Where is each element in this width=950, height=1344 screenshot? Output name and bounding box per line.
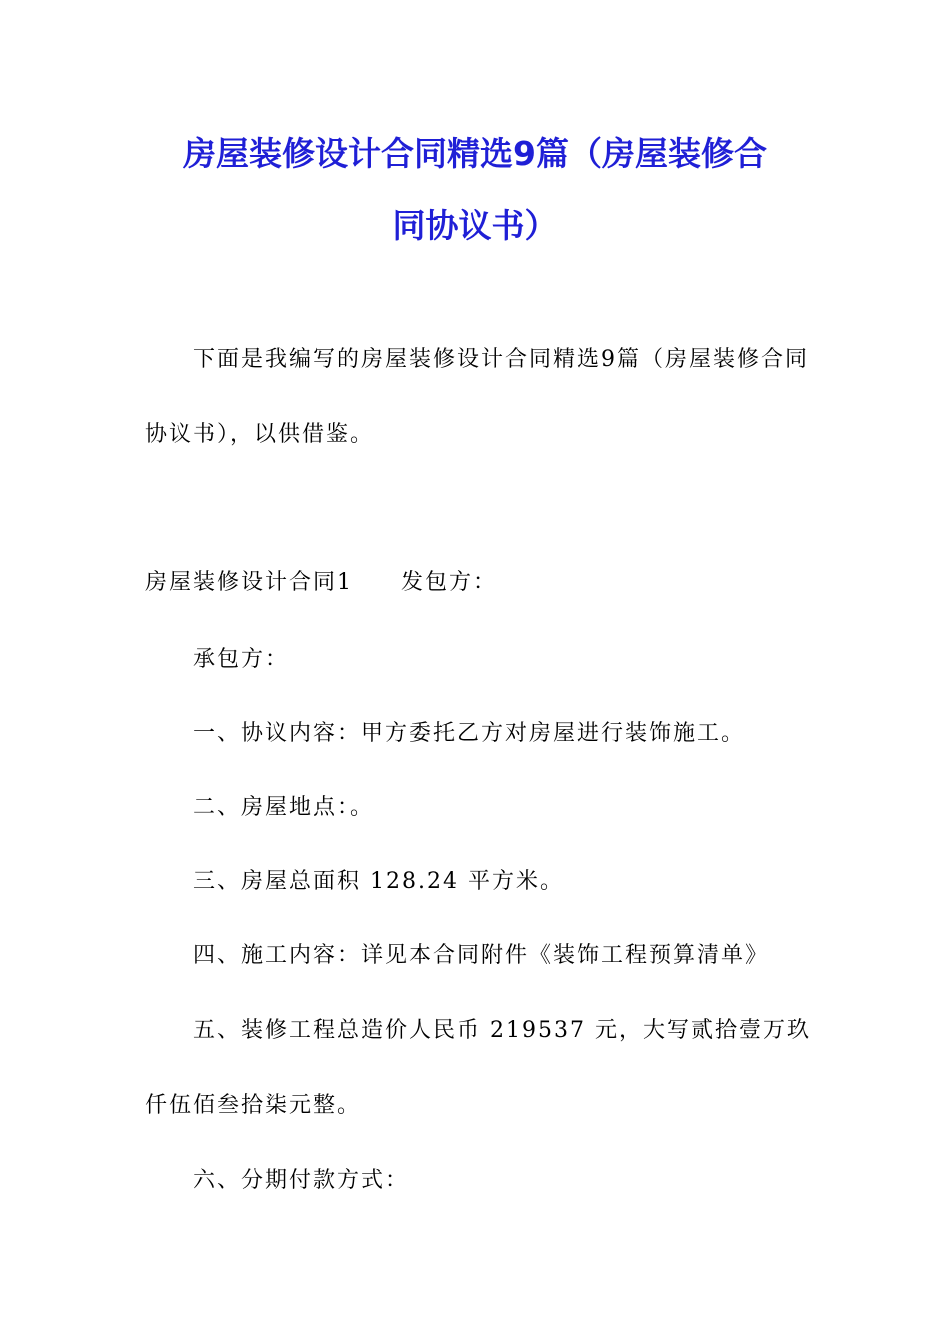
- clause-6: 六、分期付款方式：: [193, 1168, 410, 1193]
- clause-1: 一、协议内容：甲方委托乙方对房屋进行装饰施工。: [193, 721, 746, 746]
- document-title-line-2: 同协议书）: [392, 206, 558, 245]
- document-title-line-1: 房屋装修设计合同精选9篇（房屋装修合: [183, 134, 767, 173]
- contract-heading-row: [145, 568, 497, 598]
- clause-3: 三、房屋总面积 128.24 平方米。: [193, 869, 564, 894]
- contract-heading: 房屋装修设计合同1: [145, 570, 353, 595]
- party-b-label: 承包方：: [193, 647, 290, 672]
- party-a-label: 发包方：: [401, 570, 498, 595]
- clause-5-line-2: 仟伍佰叁拾柒元整。: [145, 1093, 362, 1118]
- clause-5-line-1: 五、装修工程总造价人民币 219537 元，大写贰拾壹万玖: [193, 1018, 811, 1043]
- clause-4: 四、施工内容：详见本合同附件《装饰工程预算清单》: [193, 943, 770, 968]
- intro-paragraph-line-2: 协议书），以供借鉴。: [145, 422, 375, 447]
- clause-2: 二、房屋地点：。: [193, 795, 375, 820]
- intro-paragraph-line-1: 下面是我编写的房屋装修设计合同精选9篇（房屋装修合同: [193, 347, 809, 372]
